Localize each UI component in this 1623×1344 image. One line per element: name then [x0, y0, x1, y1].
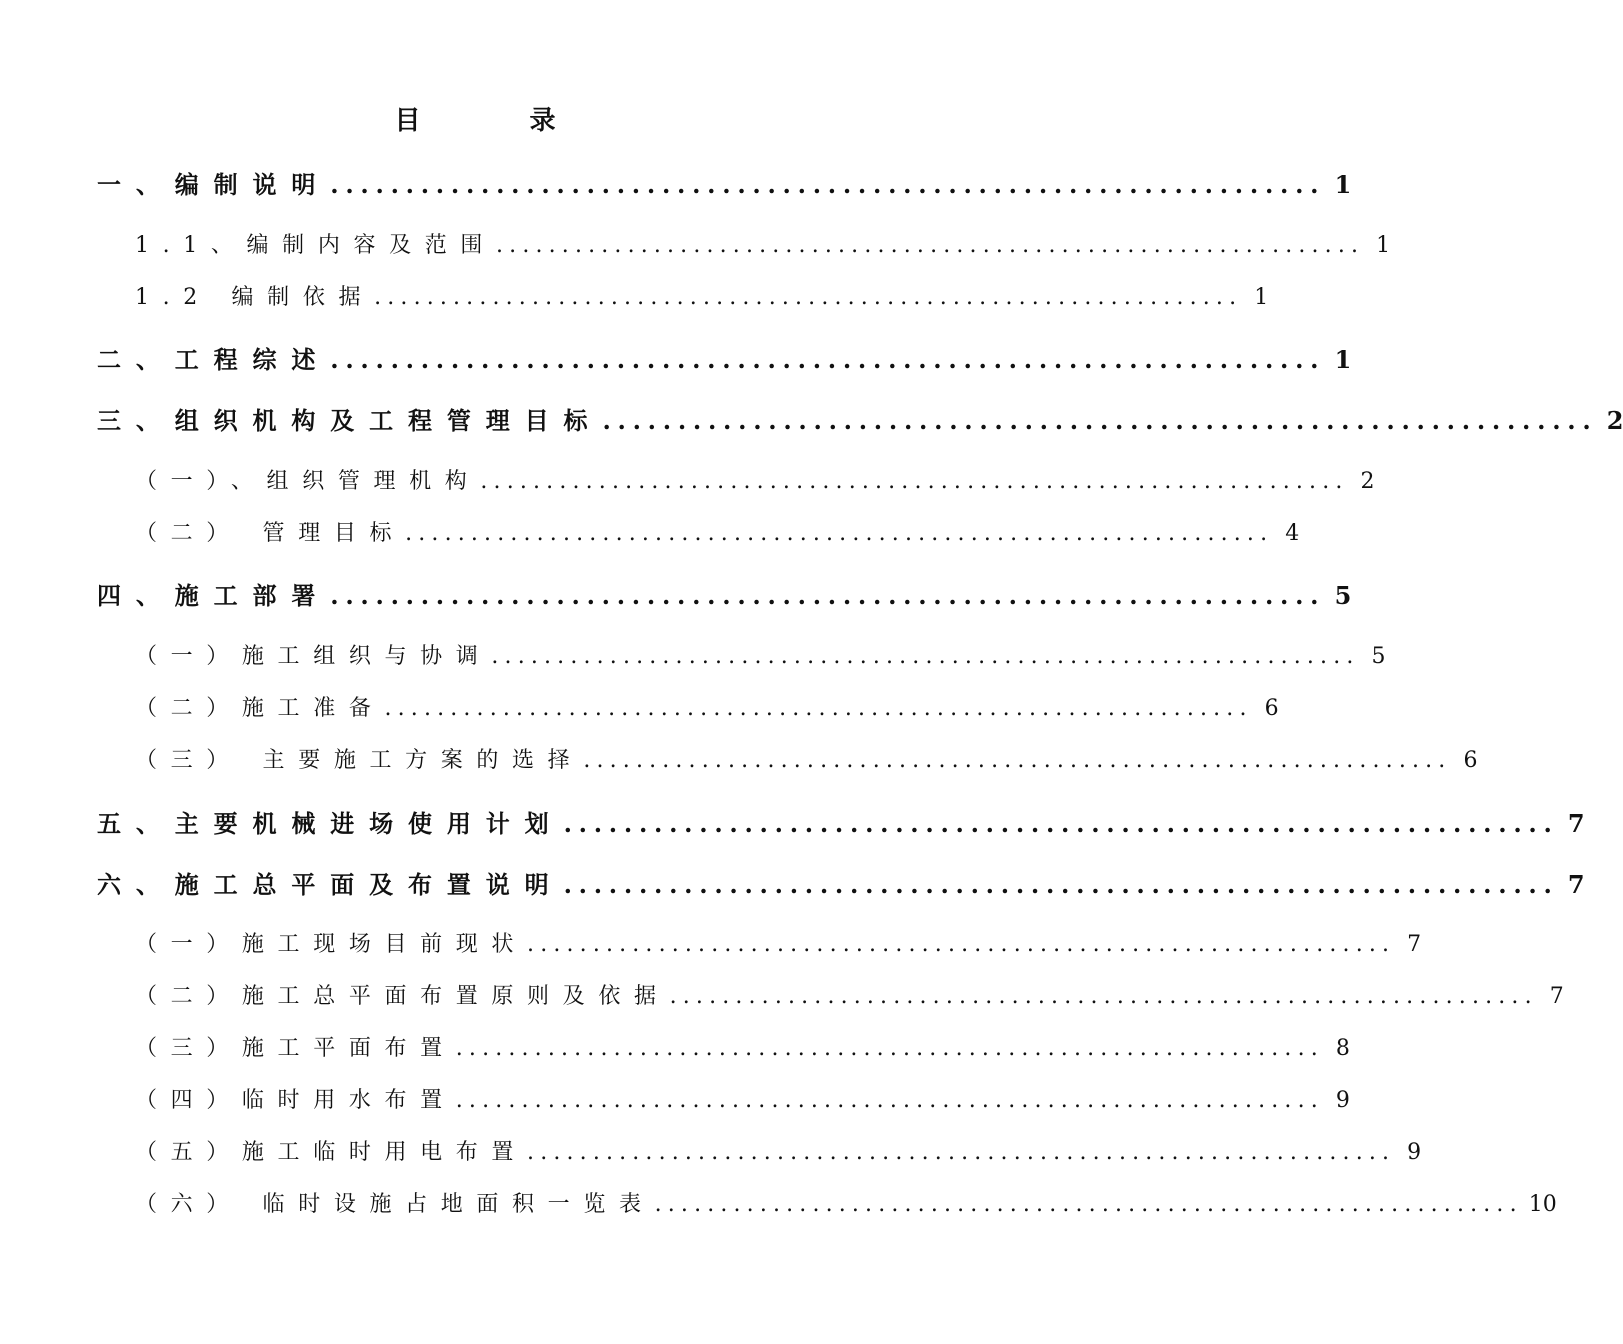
toc-entry[interactable]	[97, 165, 1352, 200]
toc-leader-dots: ..................................................................	[527, 1140, 1396, 1165]
toc-entry-page: 5	[1371, 644, 1386, 669]
toc-leader-dots: ..................................................................	[654, 1192, 1523, 1217]
toc-leader-dots: ..................................................................	[330, 170, 1326, 199]
toc-entry[interactable]	[135, 979, 1564, 1010]
toc-leader-dots: ..................................................................	[384, 696, 1253, 721]
toc-entry[interactable]	[135, 1031, 1350, 1062]
toc-entry-page: 1	[1334, 170, 1352, 199]
toc-leader-dots: ..................................................................	[563, 809, 1559, 838]
toc-entry-page: 6	[1264, 696, 1279, 721]
toc-entry-page: 9	[1335, 1088, 1350, 1113]
toc-entry-page: 4	[1285, 521, 1300, 546]
toc-entry-page: 7	[1407, 932, 1422, 957]
toc-leader-dots: ..................................................................	[405, 521, 1274, 546]
toc-entry[interactable]	[97, 865, 1585, 900]
toc-entry[interactable]	[135, 743, 1478, 774]
toc-entry[interactable]	[135, 1187, 1557, 1218]
toc-entry-label: （二）施工总平面布置原则及依据	[135, 984, 670, 1009]
toc-entry-label: 一、编制说明	[97, 170, 331, 199]
toc-entry[interactable]	[135, 639, 1386, 670]
toc-entry[interactable]	[97, 804, 1585, 839]
toc-entry-page: 2	[1606, 406, 1623, 435]
toc-leader-dots: ..................................................................	[669, 984, 1538, 1009]
toc-leader-dots: ..................................................................	[480, 469, 1349, 494]
toc-entry-label: （三） 主要施工方案的选择	[135, 748, 584, 773]
toc-entry-label: （二）施工准备	[135, 696, 385, 721]
toc-entry-label: （四）临时用水布置	[135, 1088, 456, 1113]
toc-entry-page: 1	[1376, 233, 1391, 258]
toc-entry-page: 9	[1407, 1140, 1422, 1165]
toc-entry[interactable]	[135, 927, 1422, 958]
toc-entry[interactable]	[135, 280, 1269, 311]
toc-entry[interactable]	[135, 516, 1300, 547]
toc-entry[interactable]	[135, 691, 1279, 722]
toc-entry[interactable]	[135, 464, 1375, 495]
page-title: 目 录	[394, 106, 606, 136]
toc-entry-page: 7	[1549, 984, 1564, 1009]
toc-entry[interactable]	[135, 1135, 1422, 1166]
toc-leader-dots: ..................................................................	[583, 748, 1452, 773]
toc-entry-page: 8	[1335, 1036, 1350, 1061]
toc-entry-label: 六、施工总平面及布置说明	[97, 870, 564, 899]
toc-entry-label: （一）、组织管理机构	[135, 469, 481, 494]
toc-leader-dots: ..................................................................	[330, 345, 1326, 374]
toc-entry-page: 5	[1334, 581, 1352, 610]
toc-entry-page: 6	[1463, 748, 1478, 773]
toc-entry[interactable]	[97, 340, 1352, 375]
toc-entry-label: （三）施工平面布置	[135, 1036, 456, 1061]
toc-entry-label: （一）施工现场目前现状	[135, 932, 528, 957]
toc-entry-label: （五）施工临时用电布置	[135, 1140, 528, 1165]
toc-entry-page: 10	[1528, 1192, 1557, 1217]
toc-entry-label: 四、施工部署	[97, 581, 331, 610]
toc-leader-dots: ..................................................................	[602, 406, 1598, 435]
toc-entry[interactable]	[135, 1083, 1350, 1114]
toc-entry-label: （六） 临时设施占地面积一览表	[135, 1192, 655, 1217]
toc-entry[interactable]	[135, 228, 1391, 259]
toc-leader-dots: ..................................................................	[496, 233, 1365, 258]
toc-entry-label: 1.2 编制依据	[135, 285, 375, 310]
toc-entry-label: 五、主要机械进场使用计划	[97, 809, 564, 838]
toc-leader-dots: ..................................................................	[455, 1036, 1324, 1061]
toc-entry-label: 二、工程综述	[97, 345, 331, 374]
toc-entry-page: 2	[1360, 469, 1375, 494]
toc-leader-dots: ..................................................................	[491, 644, 1360, 669]
toc-entry-label: （二） 管理目标	[135, 521, 406, 546]
toc-entry-page: 7	[1567, 870, 1585, 899]
toc-entry-page: 7	[1567, 809, 1585, 838]
toc-leader-dots: ..................................................................	[374, 285, 1243, 310]
toc-leader-dots: ..................................................................	[330, 581, 1326, 610]
toc-entry-label: （一）施工组织与协调	[135, 644, 492, 669]
toc-entry-label: 1.1、编制内容及范围	[135, 233, 497, 258]
toc-leader-dots: ..................................................................	[527, 932, 1396, 957]
toc-entry[interactable]	[97, 401, 1623, 436]
toc-leader-dots: ..................................................................	[563, 870, 1559, 899]
toc-leader-dots: ..................................................................	[455, 1088, 1324, 1113]
toc-entry-label: 三、组织机构及工程管理目标	[97, 406, 603, 435]
toc-entry[interactable]	[97, 576, 1352, 611]
toc-entry-page: 1	[1254, 285, 1269, 310]
toc-entry-page: 1	[1334, 345, 1352, 374]
